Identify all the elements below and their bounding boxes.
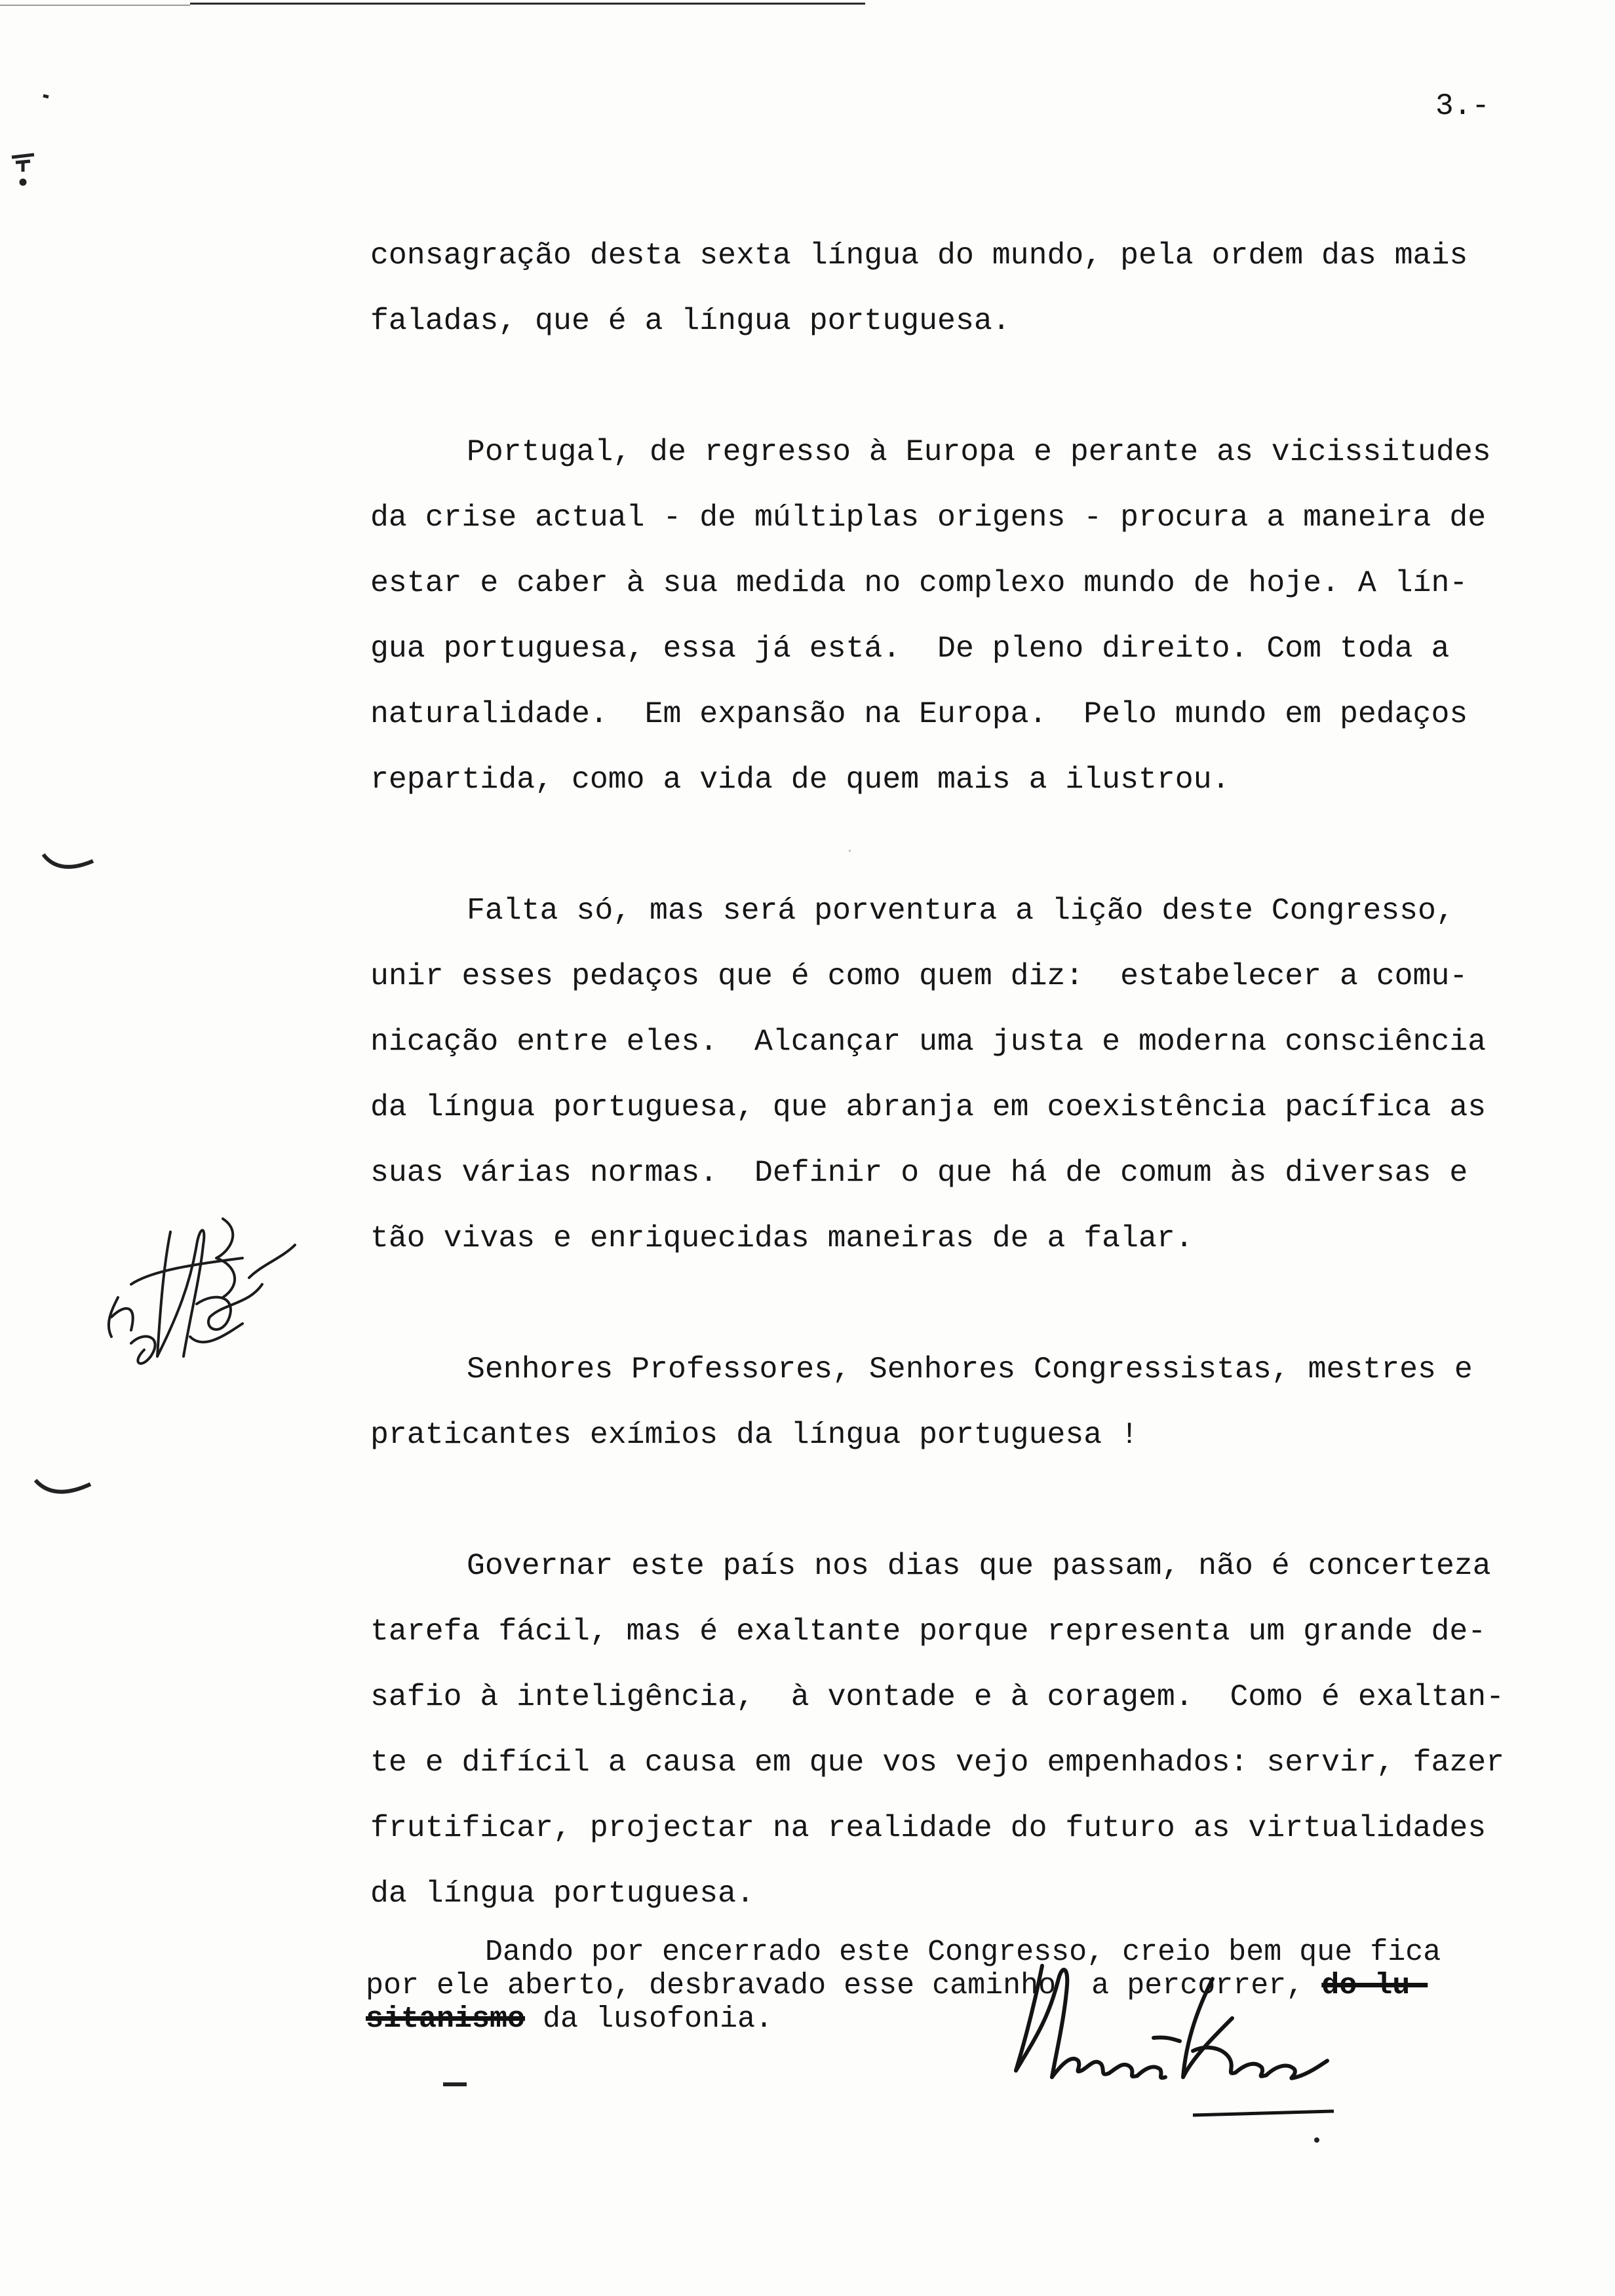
text-line: te e difícil a causa em que vos vejo empenhados: servir, fazer [370, 1745, 1505, 1780]
text-line: consagração desta sexta língua do mundo, pela ordem das mais [370, 238, 1468, 273]
text-line: da crise actual - de múltiplas origens - procura a maneira de [370, 500, 1487, 535]
margin-curve-mark [31, 1471, 97, 1510]
text-line: tarefa fácil, mas é exaltante porque representa um grande de- [370, 1614, 1487, 1649]
text-line: repartida, como a vida de quem mais a ilustrou. [370, 762, 1230, 797]
text-fragment: da lusofonia. [525, 2002, 773, 2036]
text-line: Dando por encerrado este Congresso, creio bem que fica [485, 1936, 1441, 1969]
text-line: Governar este país nos dias que passam, não é concerteza [467, 1548, 1491, 1583]
text-line: frutificar, projectar na realidade do futuro as virtualidades [370, 1810, 1487, 1845]
text-line: tão vivas e enriquecidas maneiras de a falar. [370, 1221, 1194, 1255]
text-line: naturalidade. Em expansão na Europa. Pelo mundo em pedaços [370, 697, 1468, 731]
top-edge-rule [190, 3, 865, 5]
text-line: safio à inteligência, à vontade e à coragem. Como é exaltan- [370, 1679, 1505, 1714]
text-line: faladas, que é a língua portuguesa. [370, 303, 1011, 338]
text-line: da língua portuguesa, que abranja em coexistência pacífica as [370, 1090, 1487, 1124]
text-line [366, 2002, 1585, 2036]
text-line: Portugal, de regresso à Europa e perante as vicissitudes [467, 434, 1491, 469]
margin-anchor-mark [7, 151, 39, 190]
text-line: estar e caber à sua medida no complexo mundo de hoje. A lín- [370, 565, 1468, 600]
closing-paragraph [366, 1936, 1585, 2036]
paper-speck [849, 850, 851, 852]
struck-text: sitanismo [366, 2002, 526, 2036]
margin-curve-mark [39, 845, 98, 885]
paragraph-1 [370, 223, 1589, 354]
text-line: nicação entre eles. Alcançar uma justa e moderna consciência [370, 1024, 1487, 1059]
text-fragment: por ele aberto, desbravado esse caminho a percorrer, [366, 1969, 1322, 2002]
paragraph-2 [370, 419, 1589, 813]
text-line: da língua portuguesa. [370, 1876, 754, 1911]
paragraph-5 [370, 1533, 1589, 1926]
paragraph-4 [370, 1337, 1589, 1468]
struck-text: do lu- [1321, 1969, 1428, 2002]
top-edge-rule-faint [0, 5, 190, 6]
handwritten-signature [996, 1940, 1363, 2130]
page-number: 3.- [1435, 89, 1490, 123]
ink-dash-mark [443, 2082, 467, 2086]
paragraph-3 [370, 878, 1589, 1271]
text-line [366, 1969, 1585, 2002]
text-line: praticantes exímios da língua portuguesa ! [370, 1417, 1138, 1452]
text-line: unir esses pedaços que é como quem diz: estabelecer a comu- [370, 959, 1468, 993]
text-line: suas várias normas. Definir o que há de comum às diversas e [370, 1155, 1468, 1190]
margin-tick-mark [39, 92, 59, 105]
text-line: gua portuguesa, essa já está. De pleno direito. Com toda a [370, 631, 1450, 666]
ink-dot [1314, 2137, 1319, 2143]
text-line: Senhores Professores, Senhores Congressistas, mestres e [467, 1352, 1473, 1387]
handwritten-margin-note [92, 1206, 308, 1376]
text-line: Falta só, mas será porventura a lição deste Congresso, [467, 893, 1454, 928]
